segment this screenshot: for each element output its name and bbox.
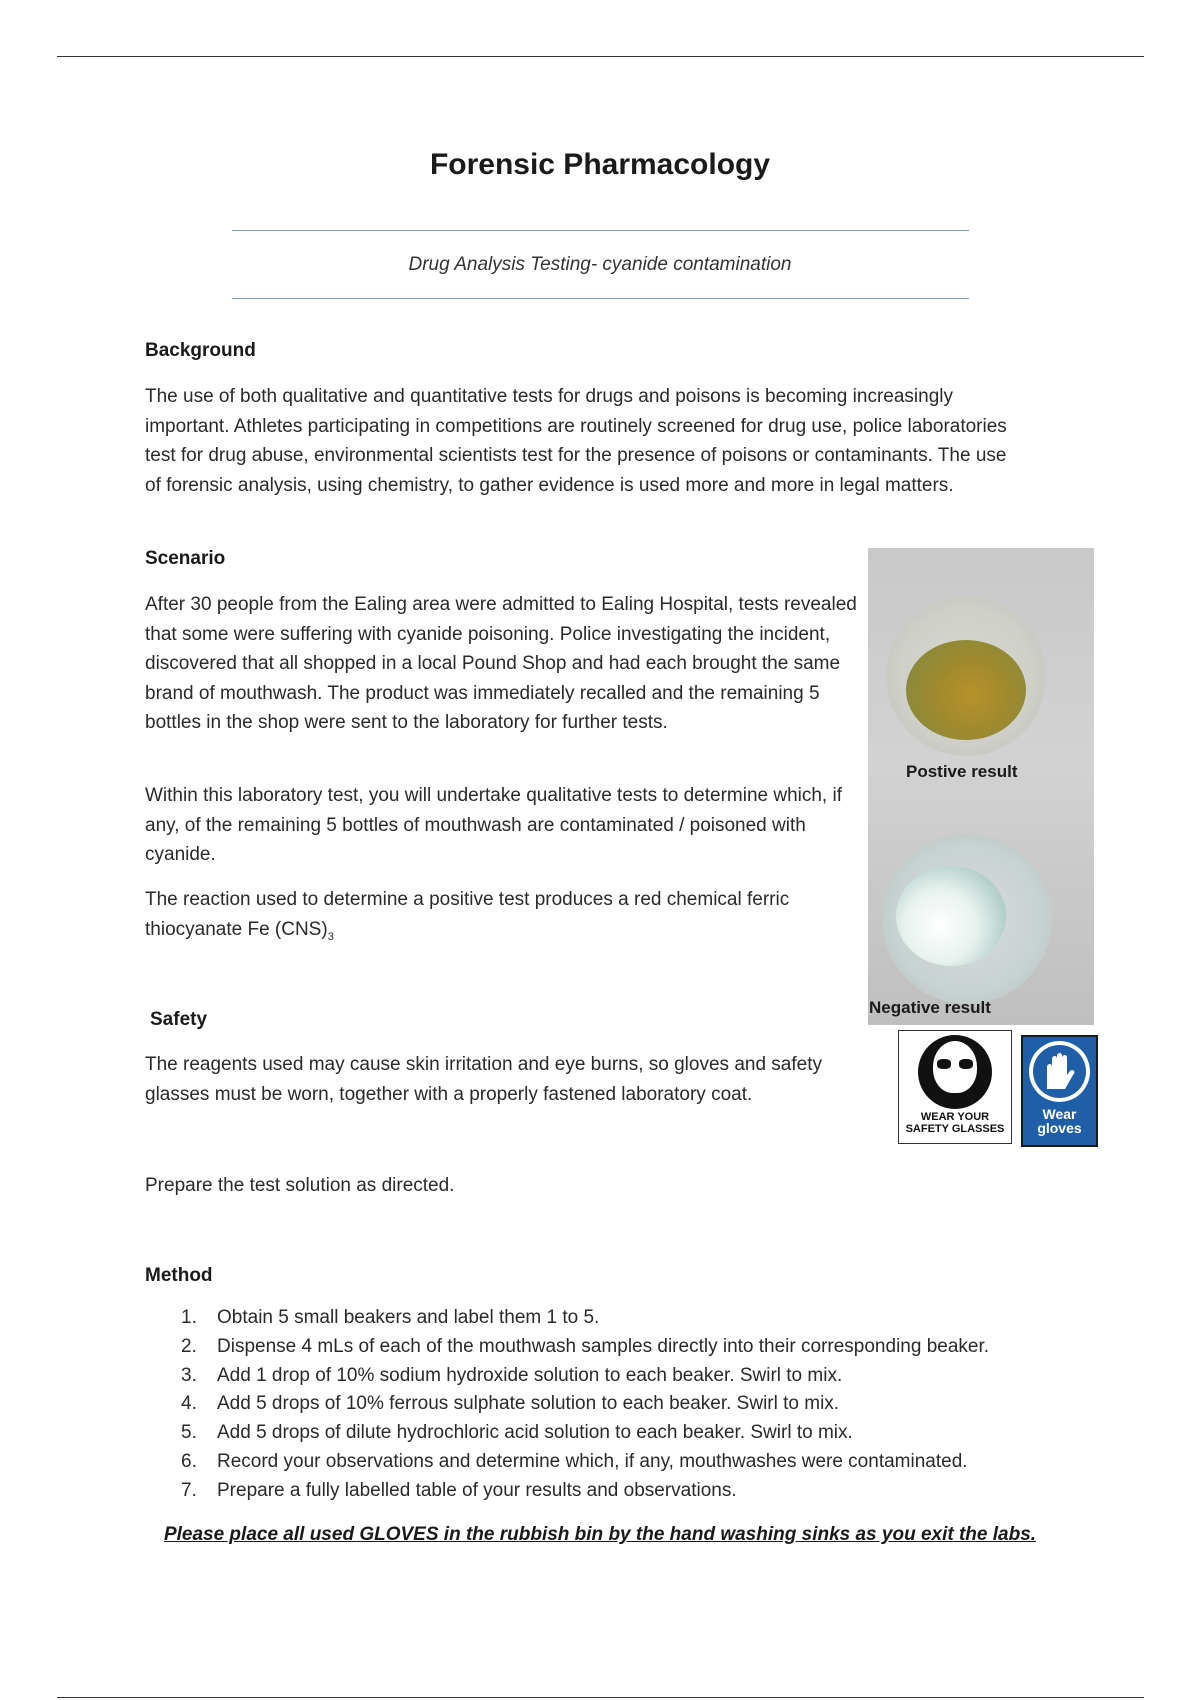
step-number: 5.	[181, 1422, 197, 1444]
list-item	[145, 1333, 989, 1362]
glasses-sign-line-2: SAFETY GLASSES	[905, 1123, 1005, 1135]
hand-icon	[1033, 1045, 1086, 1098]
step-text: Add 5 drops of 10% ferrous sulphate solution to each beaker. Swirl to mix.	[217, 1393, 840, 1415]
background-text: The use of both qualitative and quantitative tests for drugs and poisons is becoming increasingly important. Athletes participating in competitions are routinely screened for drug use, police laboratories test for drug abuse, environmental scientists test for the presence of poisons or contaminants. The use of forensic analysis, using chemistry, to gather evidence is used more and more in legal matters.	[145, 386, 1007, 496]
scenario-paragraph-2: Within this laboratory test, you will undertake qualitative tests to determine which, if any, of the remaining 5 bottles of mouthwash are contaminated / poisoned with cyanide.	[145, 785, 842, 865]
step-number: 7.	[181, 1479, 197, 1501]
step-text: Prepare a fully labelled table of your results and observations.	[217, 1479, 737, 1501]
scenario-paragraph-1: After 30 people from the Ealing area were admitted to Ealing Hospital, tests revealed that some were suffering with cyanide poisoning. Police investigating the incident, discovered that all shopped in a local Pound Shop and had each brought the same brand of mouthwash. The product was immediately recalled and the remaining 5 bottles in the shop were sent to the laboratory for further tests.	[145, 594, 857, 733]
gloves-icon	[1033, 1045, 1086, 1098]
list-item	[145, 1362, 989, 1391]
safety-glasses-sign	[898, 1030, 1012, 1144]
step-number: 2.	[181, 1335, 197, 1357]
step-text: Add 5 drops of dilute hydrochloric acid solution to each beaker. Swirl to mix.	[217, 1422, 853, 1444]
safety-text: The reagents used may cause skin irritation and eye burns, so gloves and safety glasses must be worn, together with a properly fastened laboratory coat.	[145, 1054, 822, 1105]
glasses-sign-line-1: WEAR YOUR	[920, 1111, 990, 1123]
list-item	[145, 1448, 989, 1477]
gloves-disposal-warning: Please place all used GLOVES in the rubbish bin by the hand washing sinks as you exit the labs.	[163, 1524, 1037, 1545]
scenario-heading: Scenario	[145, 548, 226, 569]
step-number: 6.	[181, 1450, 197, 1472]
subtitle-rule-bottom	[232, 298, 969, 299]
gloves-sign-line-1: Wear	[1042, 1106, 1077, 1122]
positive-liquid	[906, 640, 1026, 740]
reaction-subscript: 3	[327, 930, 334, 943]
negative-result-label: Negative result	[869, 998, 991, 1017]
goggle-lens-icon	[937, 1059, 951, 1069]
gloves-sign-text	[1023, 1107, 1096, 1135]
method-heading: Method	[145, 1265, 213, 1286]
step-text: Dispense 4 mLs of each of the mouthwash samples directly into their corresponding beaker.	[217, 1335, 990, 1357]
step-number: 1.	[181, 1307, 197, 1328]
safety-heading: Safety	[150, 1009, 208, 1030]
step-text: Add 1 drop of 10% sodium hydroxide solution to each beaker. Swirl to mix.	[217, 1364, 843, 1386]
background-heading: Background	[145, 340, 256, 361]
scenario-paragraph-3	[145, 885, 857, 952]
document-subtitle: Drug Analysis Testing- cyanide contamination	[408, 254, 792, 275]
wear-gloves-sign	[1021, 1035, 1098, 1147]
bottom-rule	[57, 1697, 1144, 1698]
list-item	[145, 1419, 989, 1448]
step-number: 4.	[181, 1393, 197, 1415]
goggle-lens-icon	[959, 1059, 973, 1069]
top-rule	[57, 56, 1144, 57]
positive-result-label: Postive result	[906, 762, 1018, 781]
list-item	[145, 1477, 989, 1506]
test-results-photo	[868, 548, 1094, 1025]
list-item	[145, 1304, 989, 1333]
negative-liquid	[896, 866, 1006, 966]
step-text: Obtain 5 small beakers and label them 1 to 5.	[217, 1307, 600, 1328]
prepare-text: Prepare the test solution as directed.	[145, 1175, 455, 1196]
step-number: 3.	[181, 1364, 197, 1386]
list-item	[145, 1390, 989, 1419]
step-text: Record your observations and determine which, if any, mouthwashes were contaminated.	[217, 1450, 968, 1472]
gloves-sign-line-2: gloves	[1037, 1120, 1082, 1136]
method-steps	[145, 1304, 989, 1506]
reaction-text: The reaction used to determine a positive test produces a red chemical ferric thiocyanate Fe (CNS)	[145, 889, 790, 940]
subtitle-rule-top	[232, 230, 969, 231]
glasses-sign-text	[899, 1111, 1011, 1135]
document-title: Forensic Pharmacology	[429, 148, 771, 181]
